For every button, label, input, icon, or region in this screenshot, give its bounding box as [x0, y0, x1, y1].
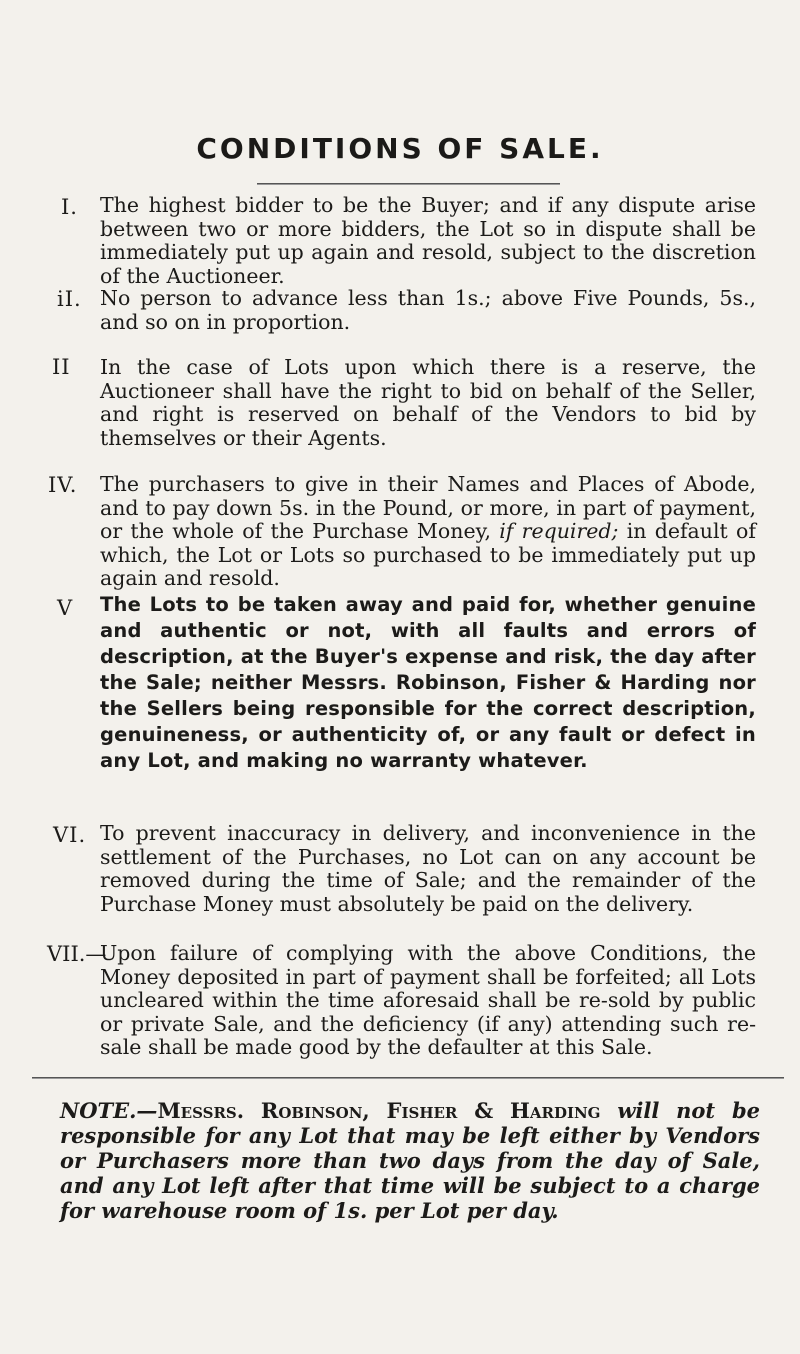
note-block: [60, 1098, 760, 1223]
condition-6-text: To prevent inaccuracy in delivery, and inconvenience in the settlement of the Purchases, no Lot can on any account be removed during the time of Sale; and the remainder of the Purchase Money must absolutely be paid on the delivery.: [100, 821, 756, 916]
page-title: CONDITIONS OF SALE.: [196, 132, 604, 165]
condition-4-text-italic: if required;: [499, 519, 619, 543]
note-firms: Messrs. Robinson, Fisher & Harding: [157, 1098, 601, 1123]
condition-1-numeral: I.: [61, 195, 78, 219]
condition-7-numeral: VII.—: [47, 942, 107, 966]
title-divider: [257, 183, 560, 185]
condition-4-text-after: in default of which, the Lot or Lots so purchased to be immediately put up again and resold.: [100, 519, 756, 590]
note-text: will not be responsible for any Lot that may be left either by Vendors or Purchasers more than two days from the day of Sale, and any Lot left after that time will be subject to a charge for warehouse room of 1s. per Lot per day.: [60, 1098, 760, 1223]
condition-7-text: Upon failure of complying with the above Conditions, the Money deposited in part of payment shall be forfeited; all Lots uncleared within the time aforesaid shall be re-sold by public or private Sale, and the deficiency (if any) attending such re-sale shall be made good by the defaulter at this Sale.: [100, 941, 756, 1059]
condition-3-text: In the case of Lots upon which there is a reserve, the Auctioneer shall have the right to bid on behalf of the Seller, and right is reserved on behalf of the Vendors to bid by themselves or their Agents.: [100, 355, 756, 450]
condition-4-text: [100, 473, 756, 591]
condition-4-numeral: IV.: [48, 473, 78, 497]
condition-5-numeral: V: [57, 596, 74, 620]
note-divider: [32, 1077, 784, 1079]
condition-1-text: The highest bidder to be the Buyer; and if any dispute arise between two or more bidders, the Lot so in dispute shall be immediately put up again and resold, subject to the discretion of the Auctioneer.: [100, 193, 756, 288]
note-label: NOTE.—: [60, 1098, 158, 1123]
condition-4-text-before: The purchasers to give in their Names and Places of Abode, and to pay down 5s. in the Pound, or more, in part of payment, or the whole of the Purchase Money,: [100, 472, 756, 543]
condition-3-numeral: II: [52, 355, 71, 379]
condition-2-text: No person to advance less than 1s.; above Five Pounds, 5s., and so on in proportion.: [100, 286, 756, 334]
condition-5-text: The Lots to be taken away and paid for, whether genuine and authentic or not, with all faults and errors of description, at the Buyer's expense and risk, the day after the Sale; neither Messrs. Robinson, Fisher & Harding nor the Sellers being responsible for the correct description, genuineness, or authenticity of, or any fault or defect in any Lot, and making no warranty whatever.: [100, 593, 756, 772]
condition-6-numeral: VI.: [53, 823, 87, 847]
condition-2-numeral: iI.: [57, 287, 82, 311]
